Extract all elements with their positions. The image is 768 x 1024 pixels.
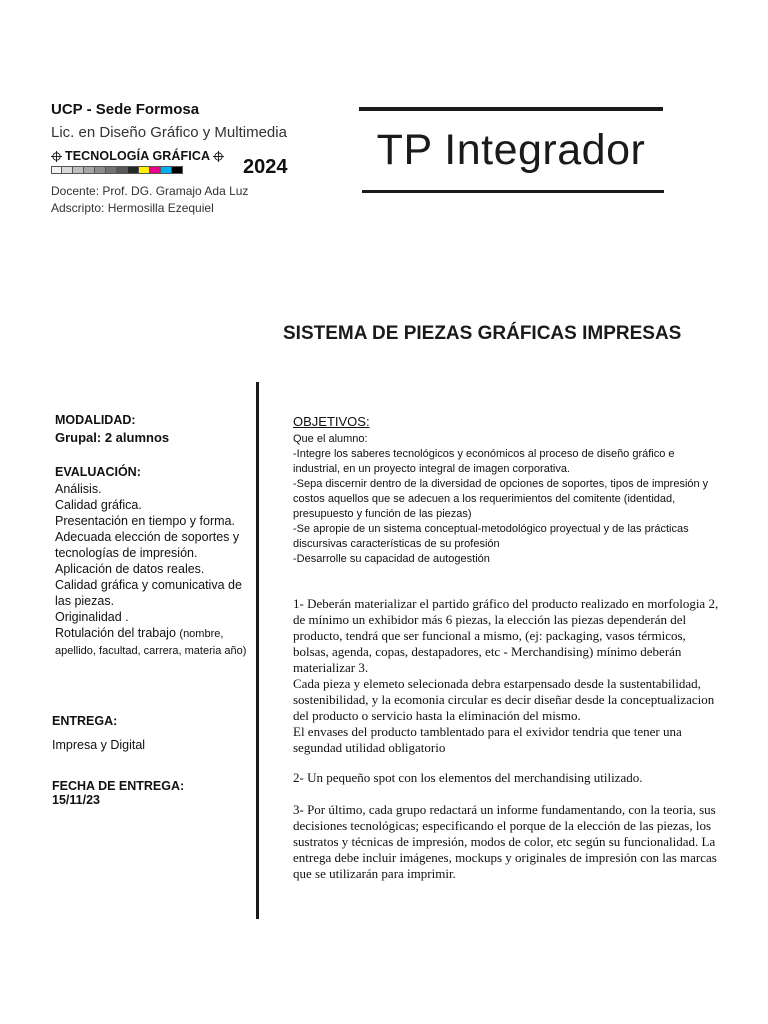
evaluacion-label: EVALUACIÓN: [55,465,141,479]
color-swatch [161,166,172,174]
fecha-entrega-label: FECHA DE ENTREGA: [52,779,185,793]
body-paragraph-1-c: El envases del producto tamblentado para el exividor tendria que tener una segundad utilidad obligatorio [293,724,682,755]
page-title: TP Integrador [376,126,646,174]
objetivo-item: Que el alumno: [293,433,368,445]
color-swatch [172,166,183,174]
section-subtitle: SISTEMA DE PIEZAS GRÁFICAS IMPRESAS [283,323,682,344]
registration-mark-icon [213,151,224,162]
entrega-label: ENTREGA: [52,714,118,728]
adscripto-line: Adscripto: Hermosilla Ezequiel [51,201,214,215]
objetivos-label: OBJETIVOS: [293,414,370,429]
body-paragraph-3: 3- Por último, cada grupo redactará un informe fundamentando, con la teoria, sus decisiones tecnológicas; especificando el porque de la elección de las piezas, los sustratos y técnicas de impresión, modos de color, etc según su funcionalidad. La entrega debe incluir imágenes, mockups y originales de impresión con las marcas que se utilizarán para imprimir. [293,802,717,881]
entrega-value: Impresa y Digital [52,738,146,752]
modalidad-label: MODALIDAD: [55,413,136,427]
evaluacion-item: Originalidad . [55,610,129,624]
color-swatch [73,166,84,174]
color-swatch [106,166,117,174]
fecha-entrega-value: 15/11/23 [52,793,100,807]
title-rule-bottom [362,190,664,193]
objetivo-item: -Se apropie de un sistema conceptual-metodológico proyectual y de las prácticas discursivas características de su profesión [293,523,689,550]
body-paragraph-1-a: 1- Deberán materializar el partido gráfico del producto realizado en morfologia 2, de mínimo un exhibidor más 6 piezas, la elección las piezas dependerán del producto, tendrá que ser funcional a mismo, (ej: packaging, vasos térmicos, bolsas, agenda, copas, destapadores, etc - Merchandising) mínimo deberán materializar 3. [293,596,719,675]
color-swatch [51,166,62,174]
evaluacion-item: Adecuada elección de soportes y tecnologías de impresión. [55,530,240,560]
objetivo-item: -Desarrolle su capacidad de autogestión [293,553,490,565]
color-swatch [128,166,139,174]
modalidad-value: Grupal: 2 alumnos [55,430,170,445]
color-swatch [117,166,128,174]
docente-line: Docente: Prof. DG. Gramajo Ada Luz [51,184,249,198]
subject-name: TECNOLOGÍA GRÁFICA [65,149,211,163]
institution-name: UCP - Sede Formosa [51,101,200,118]
subject-row [51,149,224,163]
objetivo-item: -Integre los saberes tecnológicos y económicos al proceso de diseño gráfico e industrial, en un proyecto integral de imagen corporativa. [293,448,675,475]
evaluacion-item: Calidad gráfica. [55,498,142,512]
career-name: Lic. en Diseño Gráfico y Multimedia [51,124,287,141]
column-divider [256,382,259,919]
evaluacion-item: Calidad gráfica y comunicativa de las piezas. [55,578,242,608]
color-swatch [62,166,73,174]
color-bar [51,166,183,174]
objetivo-item: -Sepa discernir dentro de la diversidad de opciones de soportes, tipos de impresión y costos aquellos que se adecuen a los requerimientos del comitente (identidad, presupuesto y función de las piezas) [293,478,709,520]
evaluacion-item-rotulacion [55,625,247,659]
evaluacion-item: Análisis. [55,482,102,496]
year: 2024 [243,156,288,178]
color-swatch [84,166,95,174]
rotulacion-detail: (nombre, apellido, facultad, carrera, materia año) [55,628,247,657]
color-swatch [95,166,106,174]
evaluacion-list [55,481,247,659]
registration-mark-icon [51,151,62,162]
title-rule-top [359,107,663,111]
body-paragraph-2: 2- Un pequeño spot con los elementos del merchandising utilizado. [293,770,643,785]
color-swatch [139,166,150,174]
objetivos-list [293,432,723,567]
evaluacion-item: Presentación en tiempo y forma. [55,514,235,528]
rotulacion-text: Rotulación del trabajo [55,626,176,640]
evaluacion-item: Aplicación de datos reales. [55,562,205,576]
body-paragraph-1 [293,596,721,756]
color-swatch [150,166,161,174]
body-paragraph-1-b: Cada pieza y elemeto selecionada debra estarpensado desde la sustentabilidad, sostenibilidad, y la ecomonia circular es decir diseñar desde la conceptualizacion del producto o servicio hasta la eliminación del mismo. [293,676,715,723]
